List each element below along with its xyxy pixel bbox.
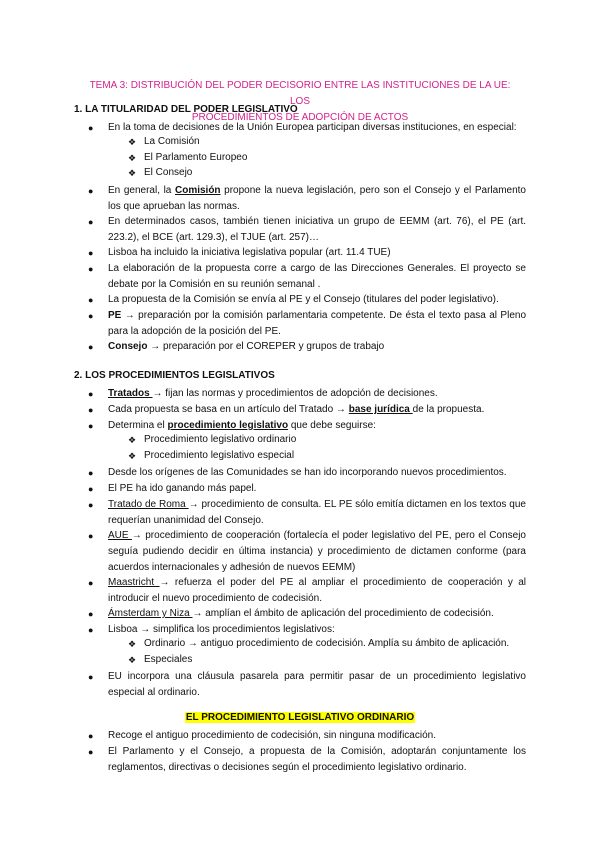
maastricht-term: Maastricht xyxy=(108,577,160,588)
sub-list-item: Procedimiento legislativo especial xyxy=(144,450,295,461)
text-span: de la propuesta. xyxy=(412,404,485,415)
bullet-icon: ● xyxy=(88,311,94,321)
bullet-icon: ● xyxy=(88,248,94,258)
bullet-icon: ● xyxy=(88,123,94,133)
document-title xyxy=(80,78,520,126)
bullet-icon: ● xyxy=(88,625,94,635)
list-item xyxy=(108,386,526,402)
list-item: EU incorpora una cláusula pasarela para permitir pasar de un procedimiento legislativo especial al ordinario. xyxy=(108,671,526,698)
section-3-heading xyxy=(0,712,600,723)
diamond-icon: ❖ xyxy=(128,451,137,461)
amsterdam-niza-term: Ámsterdam y Niza xyxy=(108,608,193,619)
comision-term: Comisión xyxy=(174,185,221,196)
text-span: Determina el xyxy=(108,420,168,431)
text-span: → procedimiento de cooperación (fortalecía el poder legislativo del PE, pero el Consejo seguía pudiendo decidir en última instancia) y procedimiento de dictamen conforme (para acuerdos internacionales y adhesión de nuevos EEMM) xyxy=(108,530,526,573)
list-item: Lisboa ha incluido la iniciativa legislativa popular (art. 11.4 TUE) xyxy=(108,247,391,258)
list-item: Recoge el antiguo procedimiento de codecisión, sin ninguna modificación. xyxy=(108,730,436,741)
diamond-icon: ❖ xyxy=(128,153,137,163)
consejo-term: Consejo xyxy=(108,341,148,352)
text-span: propone la nueva legislación, pero son el Consejo y el Parlamento los que aprueban las normas. xyxy=(108,185,526,212)
tratado-roma-term: Tratado de Roma xyxy=(108,499,189,510)
list-item: Desde los orígenes de las Comunidades se han ido incorporando nuevos procedimientos. xyxy=(108,467,507,478)
sub-list-item: El Parlamento Europeo xyxy=(144,152,248,163)
bullet-icon: ● xyxy=(88,731,94,741)
sub-list-item: La Comisión xyxy=(144,136,200,147)
bullet-icon: ● xyxy=(88,186,94,196)
tratados-term: Tratados xyxy=(108,388,153,399)
text-span: → amplían el ámbito de aplicación del procedimiento de codecisión. xyxy=(192,608,494,619)
bullet-icon: ● xyxy=(88,500,94,510)
diamond-icon: ❖ xyxy=(128,655,137,665)
aue-term: AUE xyxy=(108,530,132,541)
diamond-icon: ❖ xyxy=(128,137,137,147)
text-span: En general, la xyxy=(108,185,175,196)
list-item xyxy=(108,497,526,529)
list-item xyxy=(108,575,526,607)
bullet-icon: ● xyxy=(88,468,94,478)
list-item: Lisboa → simplifica los procedimientos legislativos: xyxy=(108,624,335,635)
diamond-icon: ❖ xyxy=(128,639,137,649)
bullet-icon: ● xyxy=(88,484,94,494)
bullet-icon: ● xyxy=(88,217,94,227)
section-2-heading: 2. LOS PROCEDIMIENTOS LEGISLATIVOS xyxy=(74,370,275,381)
list-item: El PE ha ido ganando más papel. xyxy=(108,483,257,494)
sub-list-item: Especiales xyxy=(144,654,193,665)
text-span: → fijan las normas y procedimientos de adopción de decisiones. xyxy=(152,388,438,399)
list-item: La elaboración de la propuesta corre a cargo de las Direcciones Generales. El proyecto se debate por la Comisión en su reunión semanal . xyxy=(108,263,526,290)
sub-list-item: Ordinario → antiguo procedimiento de codecisión. Amplía su ámbito de aplicación. xyxy=(144,638,510,649)
title-line-1: TEMA 3: DISTRIBUCIÓN DEL PODER DECISORIO ENTRE LAS INSTITUCIONES DE LA UE: LOS xyxy=(89,80,511,107)
list-item xyxy=(108,418,526,434)
bullet-icon: ● xyxy=(88,342,94,352)
title-line-2: PROCEDIMIENTOS DE ADOPCIÓN DE ACTOS xyxy=(191,112,409,123)
bullet-icon: ● xyxy=(88,389,94,399)
base-juridica-term: base jurídica xyxy=(348,404,413,415)
bullet-icon: ● xyxy=(88,609,94,619)
pe-term: PE xyxy=(108,310,122,321)
procedimiento-legislativo-term: procedimiento legislativo xyxy=(167,420,289,431)
bullet-icon: ● xyxy=(88,405,94,415)
text-span: que debe seguirse: xyxy=(288,420,376,431)
list-item xyxy=(108,402,526,418)
list-item: En determinados casos, también tienen iniciativa un grupo de EEMM (art. 76), el PE (art. 223.2), el BCE (art. 129.3), el TJUE (art. 257)… xyxy=(108,216,526,243)
list-item: El Parlamento y el Consejo, a propuesta de la Comisión, adoptarán conjuntamente los reglamentos, directivas o decisiones según el procedimiento legislativo ordinario. xyxy=(108,746,526,773)
section-1-heading: 1. LA TITULARIDAD DEL PODER LEGISLATIVO xyxy=(74,104,298,115)
sub-list-item: El Consejo xyxy=(144,167,193,178)
list-item xyxy=(108,606,526,622)
bullet-icon: ● xyxy=(88,295,94,305)
list-item: La propuesta de la Comisión se envía al PE y el Consejo (titulares del poder legislativo). xyxy=(108,294,499,305)
bullet-icon: ● xyxy=(88,264,94,274)
list-item xyxy=(108,339,526,355)
highlighted-heading: EL PROCEDIMIENTO LEGISLATIVO ORDINARIO xyxy=(185,712,415,723)
text-span: Cada propuesta se basa en un artículo del Tratado → xyxy=(108,404,349,415)
text-span: → refuerza el poder del PE al ampliar el procedimiento de cooperación y al introducir el nuevo procedimiento de codecisión. xyxy=(108,577,527,604)
bullet-icon: ● xyxy=(88,672,94,682)
bullet-icon: ● xyxy=(88,747,94,757)
text-span: → preparación por la comisión parlamentaria competente. De ésta el texto pasa al Pleno para la adopción de la posición del PE. xyxy=(108,310,526,337)
diamond-icon: ❖ xyxy=(128,435,137,445)
list-item xyxy=(108,528,526,576)
text-span: → procedimiento de consulta. EL PE sólo emitía dictamen en los textos que requerían unanimidad del Consejo. xyxy=(108,499,526,526)
bullet-icon: ● xyxy=(88,578,94,588)
list-item xyxy=(108,308,526,340)
bullet-icon: ● xyxy=(88,531,94,541)
list-item: En la toma de decisiones de la Unión Europea participan diversas instituciones, en especial: xyxy=(108,122,517,133)
bullet-icon: ● xyxy=(88,421,94,431)
text-span: → preparación por el COREPER y grupos de trabajo xyxy=(150,341,385,352)
list-item xyxy=(108,183,526,215)
sub-list-item: Procedimiento legislativo ordinario xyxy=(144,434,297,445)
diamond-icon: ❖ xyxy=(128,168,137,178)
